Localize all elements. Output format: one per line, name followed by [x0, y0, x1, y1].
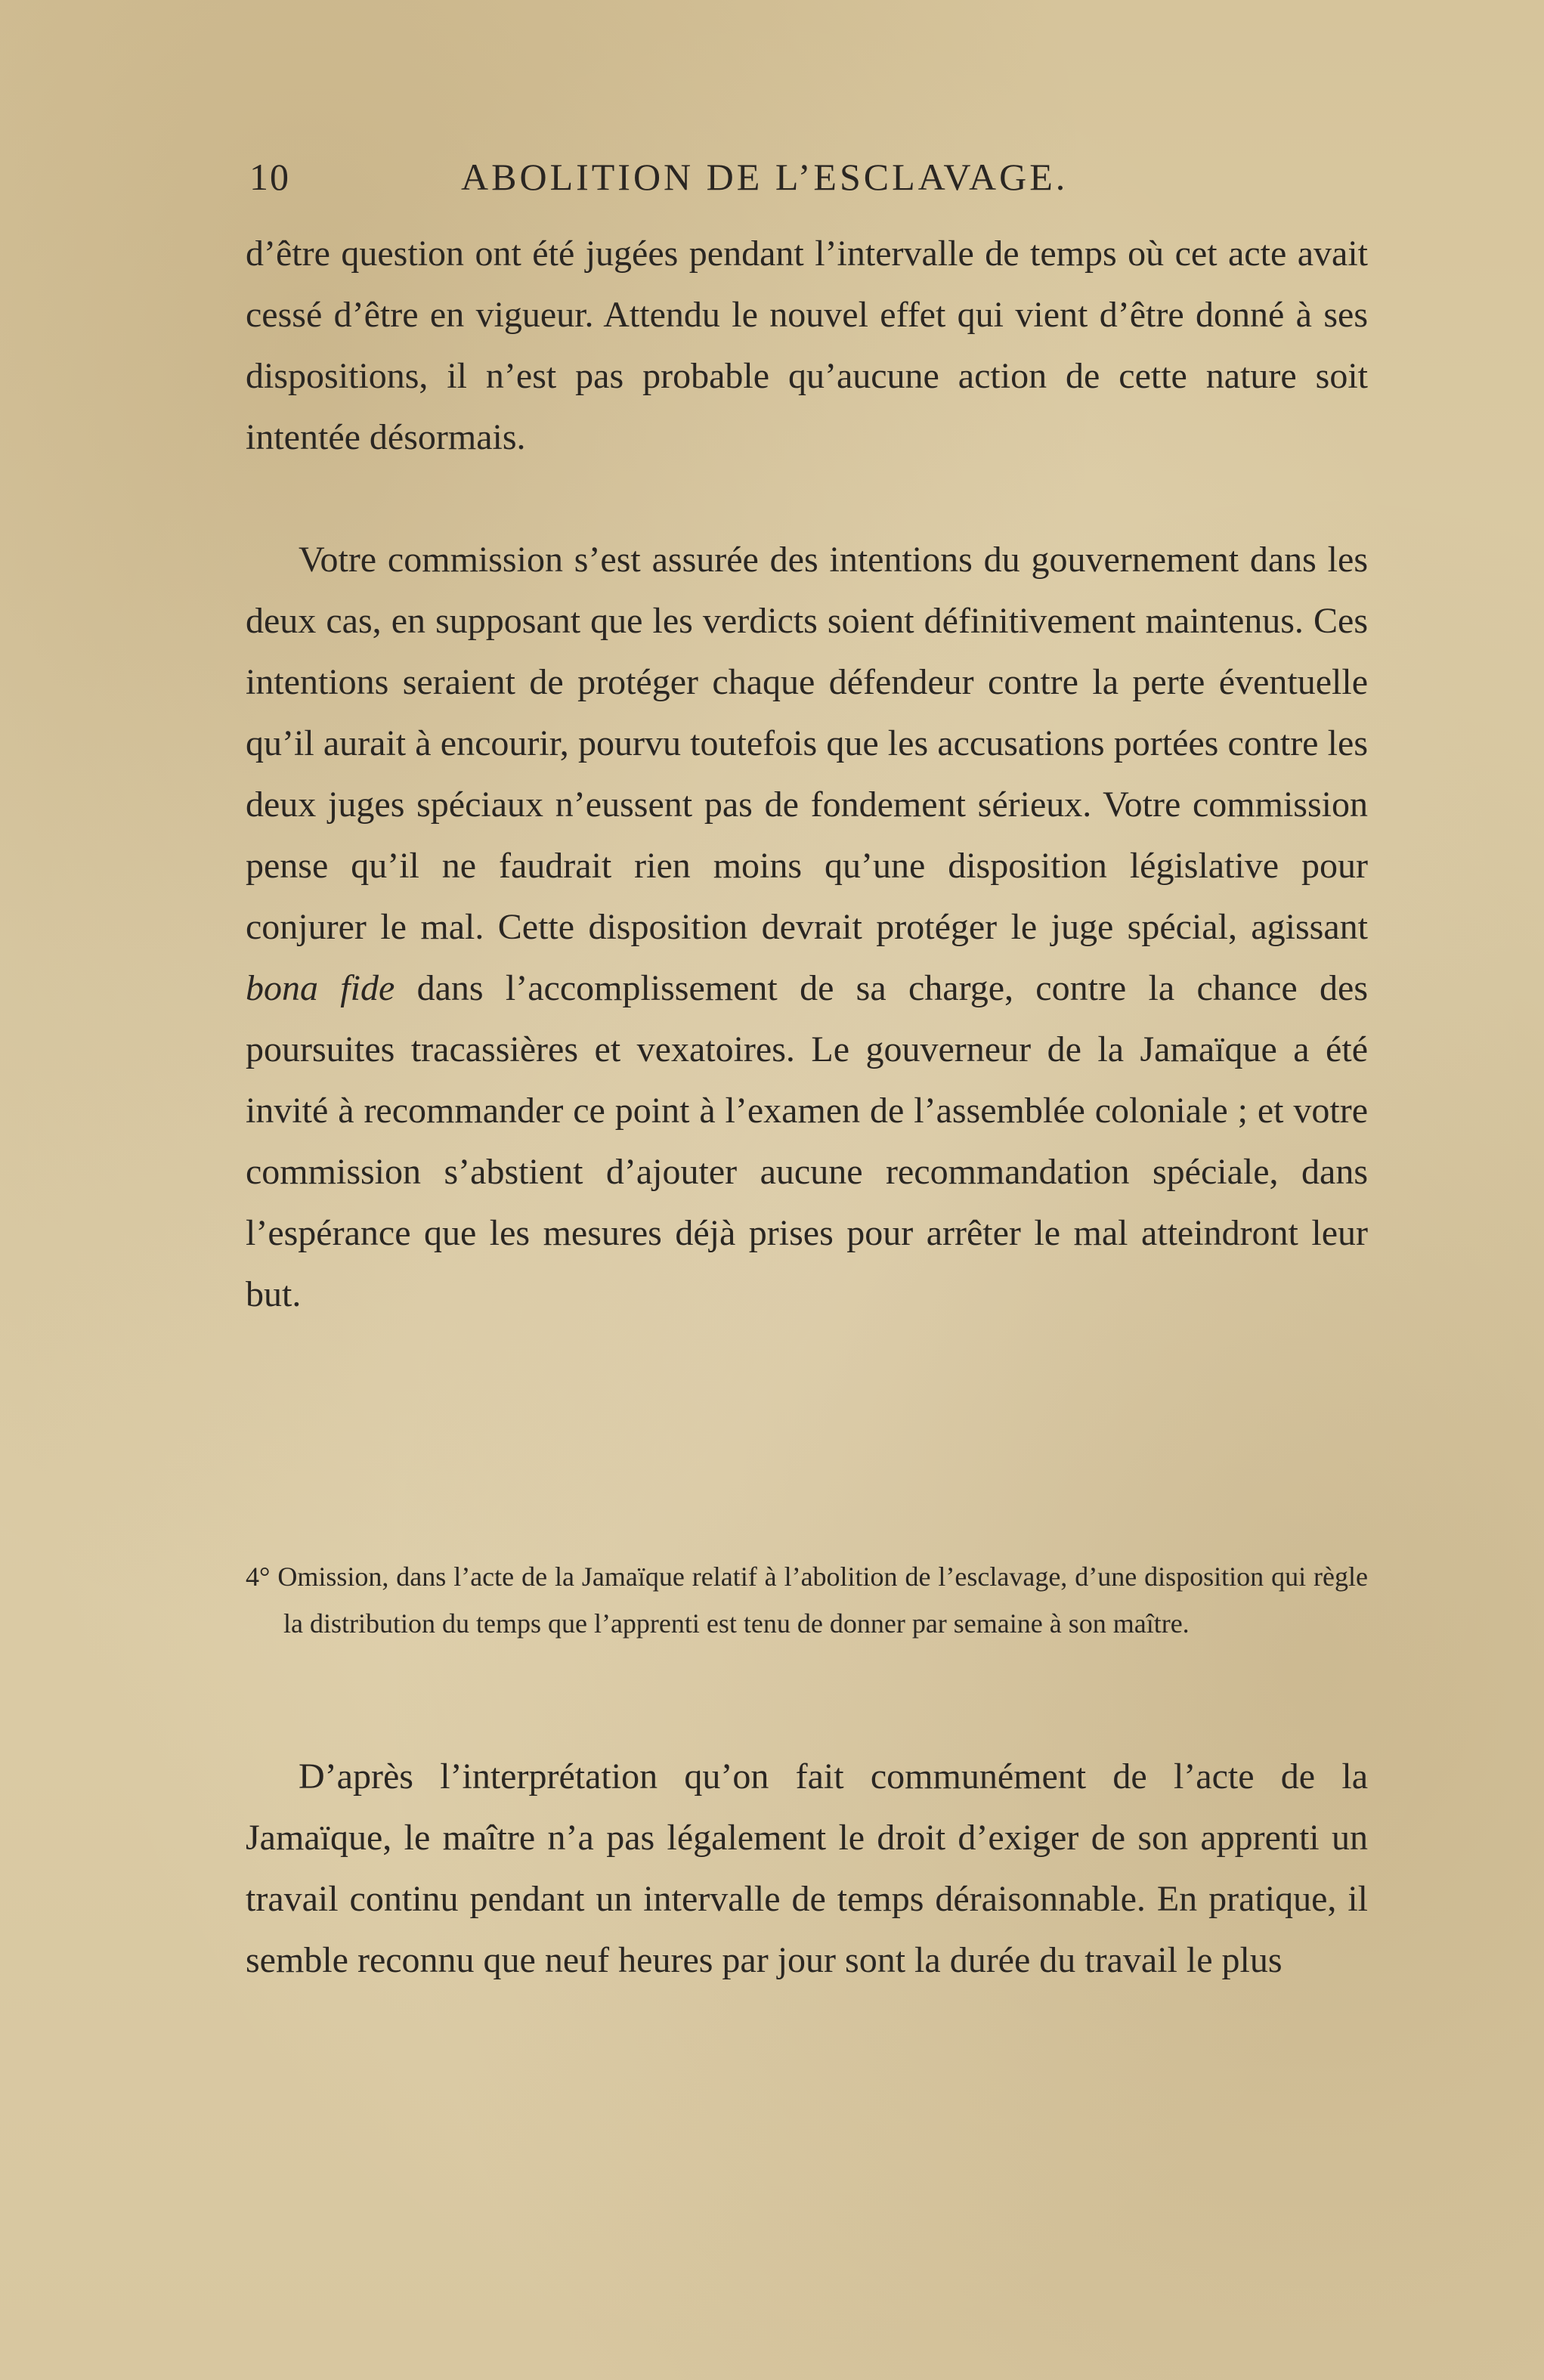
paragraph-text-part: dans l’accomplissement de sa charge, contre la chance des poursuites tracassières et vexatoires. Le gouverneur de la Jamaïque a été invité à recommander ce point à l’examen de l’assemblée coloniale ; et votre commission s’abstient d’ajouter aucune recommandation spéciale, dans l’espérance que les mesures déjà prises pour arrêter le mal atteindront leur but. — [246, 968, 1368, 1314]
paragraph-interpretation — [246, 1746, 1368, 1991]
paragraph-text — [246, 529, 1368, 1325]
section-heading-note: 4° Omission, dans l’acte de la Jamaïque relatif à l’abolition de l’esclavage, d’une disposition qui règle la distribution du temps que l’apprenti est tenu de donner par semaine à son maître. — [246, 1561, 1368, 1639]
running-title: ABOLITION DE L’ESCLAVAGE. — [461, 156, 1069, 198]
paragraph-continuation — [246, 223, 1368, 468]
paragraph-commission — [246, 529, 1368, 1325]
page-number: 10 — [249, 156, 290, 198]
paragraph-text: D’après l’interprétation qu’on fait communément de l’acte de la Jamaïque, le maître n’a pas légalement le droit d’exiger de son apprenti un travail continu pendant un intervalle de temps déraisonnable. En pratique, il semble reconnu que neuf heures par jour sont la durée du travail le plus — [246, 1756, 1368, 1980]
running-header — [249, 155, 1368, 208]
italic-phrase: bona fide — [246, 968, 395, 1008]
paragraph-text: d’être question ont été jugées pendant l’intervalle de temps où cet acte avait cessé d’être en vigueur. Attendu le nouvel effet qui vient d’être donné à ses dispositions, il n’est pas probable qu’aucune action de cette nature soit intentée désormais. — [246, 234, 1368, 457]
paragraph-text-part: Votre commission s’est assurée des intentions du gouvernement dans les deux cas, en supposant que les verdicts soient définitivement maintenus. Ces intentions seraient de protéger chaque défendeur contre la perte éventuelle qu’il aurait à encourir, pourvu toutefois que les accusations portées contre les deux juges spéciaux n’eussent pas de fondement sérieux. Votre commission pense qu’il ne faudrait rien moins qu’une disposition législative pour conjurer le mal. Cette disposition devrait protéger le juge spécial, agissant — [246, 540, 1368, 947]
